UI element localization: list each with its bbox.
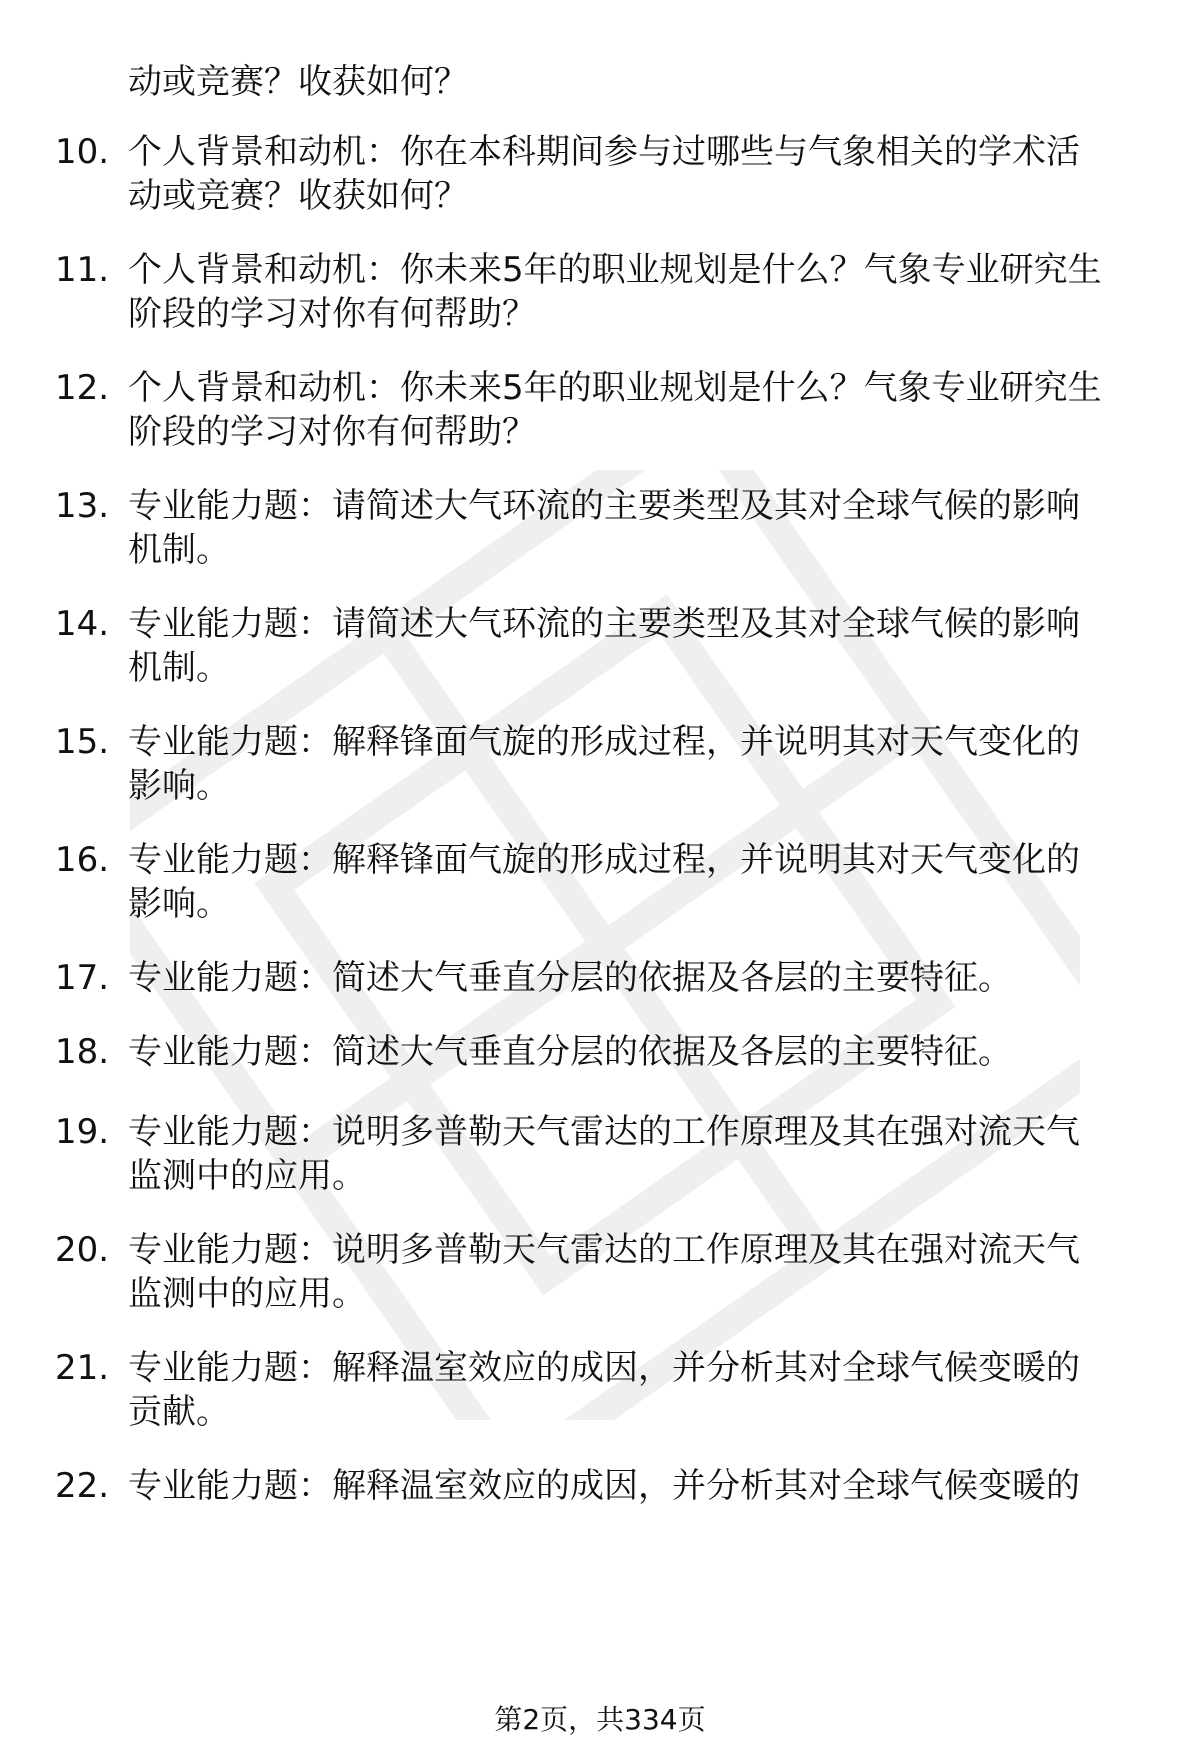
item-text-line2: 机制。 (128, 648, 230, 688)
item-number: 22. (55, 1466, 110, 1506)
item-number: 17. (55, 958, 110, 998)
item-text-line1: 专业能力题：说明多普勒天气雷达的工作原理及其在强对流天气 (128, 1230, 1080, 1270)
item-text-line1: 专业能力题：请简述大气环流的主要类型及其对全球气候的影响 (128, 604, 1080, 644)
item-text-line2: 阶段的学习对你有何帮助？ (128, 294, 536, 334)
item-text-line1: 个人背景和动机：你在本科期间参与过哪些与气象相关的学术活 (128, 132, 1080, 172)
item-number: 10. (55, 132, 110, 172)
item-number: 15. (55, 722, 110, 762)
item-text-line2: 监测中的应用。 (128, 1274, 366, 1314)
item-text-line1: 专业能力题：简述大气垂直分层的依据及各层的主要特征。 (128, 1032, 1012, 1072)
page-footer: 第2页，共334页 (494, 1703, 706, 1736)
item-number: 21. (55, 1348, 110, 1388)
item-number: 18. (55, 1032, 110, 1072)
item-text-line2: 影响。 (128, 766, 230, 806)
item-text-line1: 专业能力题：说明多普勒天气雷达的工作原理及其在强对流天气 (128, 1112, 1080, 1152)
item-text-line1: 专业能力题：请简述大气环流的主要类型及其对全球气候的影响 (128, 486, 1080, 526)
continuation-line: 动或竞赛？收获如何？ (128, 62, 468, 102)
item-number: 11. (55, 250, 110, 290)
item-text-line1: 专业能力题：简述大气垂直分层的依据及各层的主要特征。 (128, 958, 1012, 998)
item-number: 16. (55, 840, 110, 880)
item-text-line2: 影响。 (128, 884, 230, 924)
item-number: 12. (55, 368, 110, 408)
item-text-line1: 专业能力题：解释锋面气旋的形成过程，并说明其对天气变化的 (128, 840, 1080, 880)
item-text-line1: 个人背景和动机：你未来5年的职业规划是什么？气象专业研究生 (128, 368, 1102, 408)
item-text-line1: 专业能力题：解释锋面气旋的形成过程，并说明其对天气变化的 (128, 722, 1080, 762)
item-text-line2: 阶段的学习对你有何帮助？ (128, 412, 536, 452)
item-text-line2: 动或竞赛？收获如何？ (128, 176, 468, 216)
item-number: 14. (55, 604, 110, 644)
item-text-line1: 个人背景和动机：你未来5年的职业规划是什么？气象专业研究生 (128, 250, 1102, 290)
item-number: 19. (55, 1112, 110, 1152)
item-number: 13. (55, 486, 110, 526)
item-text-line2: 机制。 (128, 530, 230, 570)
item-number: 20. (55, 1230, 110, 1270)
item-text-line1: 专业能力题：解释温室效应的成因，并分析其对全球气候变暖的 (128, 1348, 1080, 1388)
item-text-line1: 专业能力题：解释温室效应的成因，并分析其对全球气候变暖的 (128, 1466, 1080, 1506)
item-text-line2: 贡献。 (128, 1392, 230, 1432)
item-text-line2: 监测中的应用。 (128, 1156, 366, 1196)
